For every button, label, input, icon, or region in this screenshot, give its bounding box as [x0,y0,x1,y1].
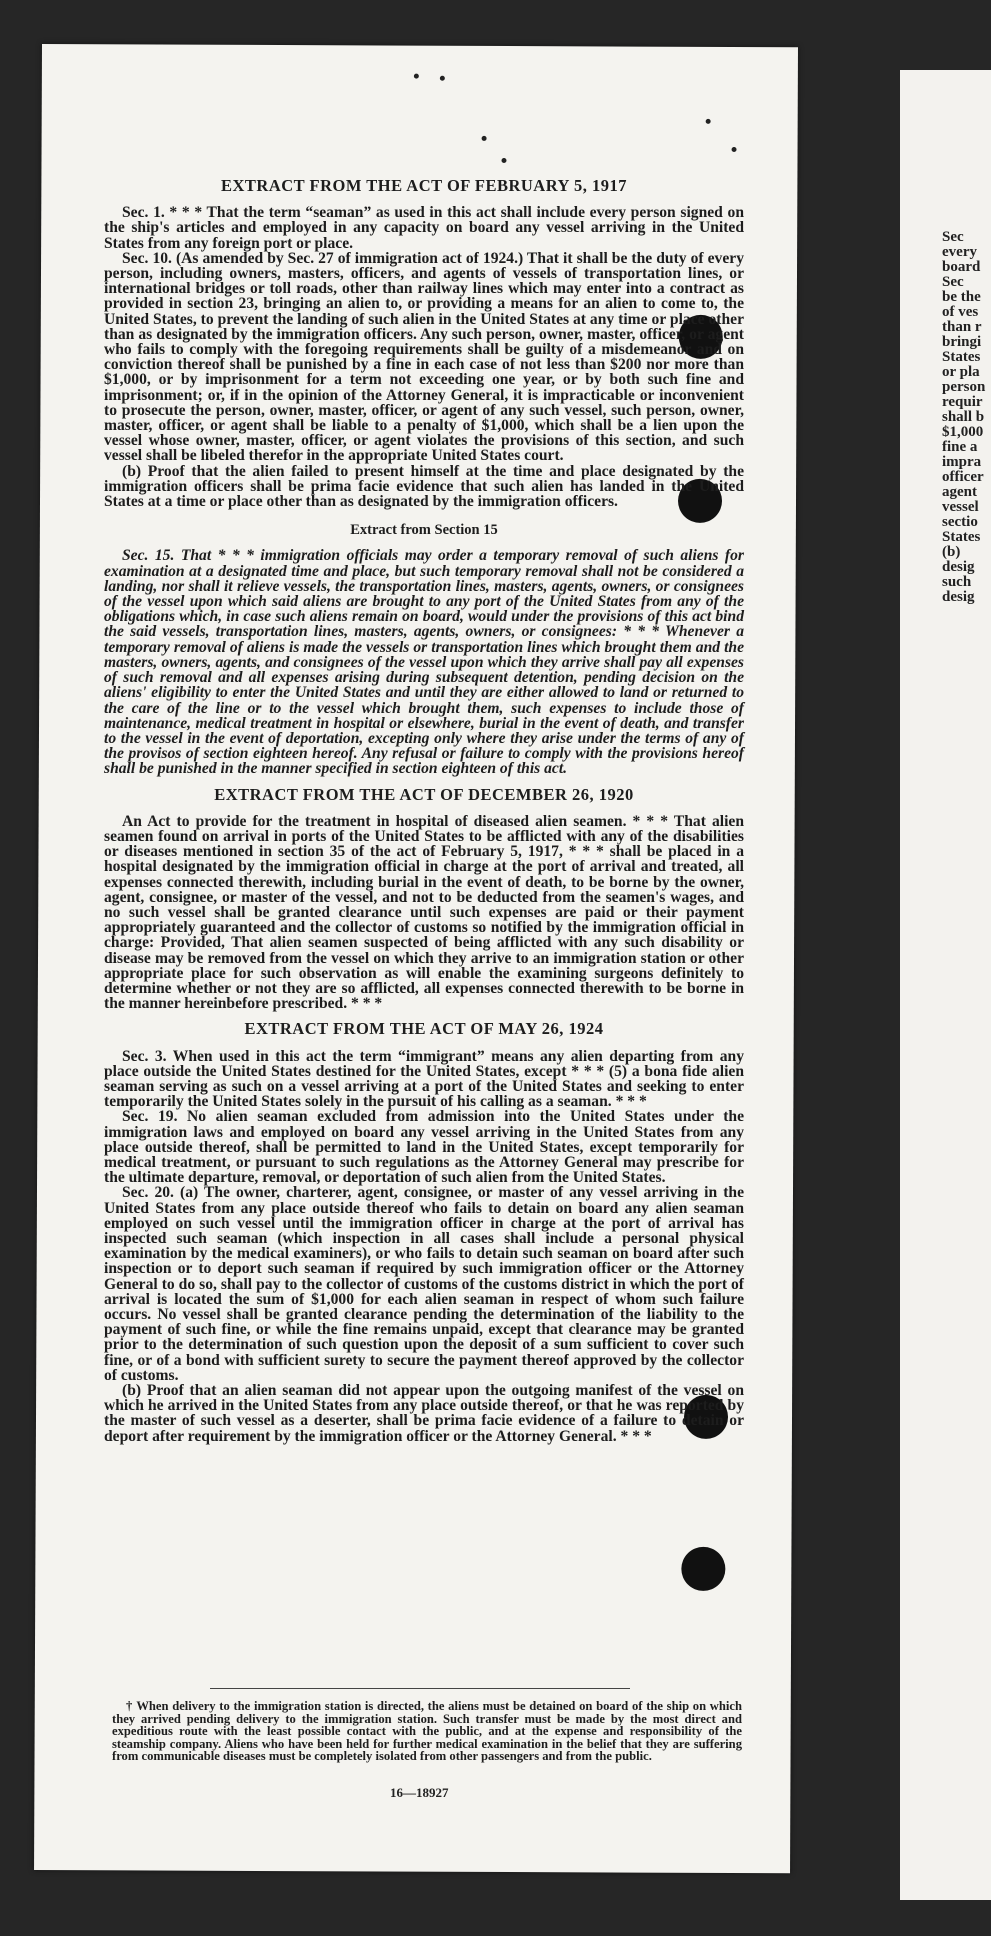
adjacent-fragment: of ves [942,304,979,320]
adjacent-fragment: every [942,244,977,260]
paragraph: Sec. 3. When used in this act the term “immigrant” means any alien departing from any place outside the United States destined for the United States, except * * * (5) a bona fide alien seaman serving as such on a vessel arriving at a port of the United States and seeking to enter temporarily the United States solely in the pursuit of his calling as a seaman. * * * [104,1047,744,1111]
subsection-heading: Extract from Section 15 [350,522,498,539]
adjacent-fragment: agent [942,484,977,500]
adjacent-fragment: States [942,529,981,545]
paragraph: Sec. 20. (a) The owner, charterer, agent, consignee, or master of any vessel arriving in the United States from any place outside thereof who fails to detain on board any alien seaman employed on such vessel until the immigration officer in charge at the port of arrival has inspected such seaman (which inspection in all cases shall include a personal physical examination by the medical examiners), or who fails to detain such seaman on board after such inspection or to deport such seaman if required by such immigration officer or the Attorney General to do so, shall pay to the collector of customs of the customs district in which the port of arrival is located the sum of $1,000 for each alien seaman in respect of whom such failure occurs. No vessel shall be granted clearance pending the determination of the liability to the payment of such fine, or while the fine remains unpaid, except that clearance may be granted prior to the determination of such question upon the deposit of a sum sufficient to cover such fine, or of a bond with sufficient surety to secure the payment thereof approved by the collector of customs. [104,1184,744,1384]
speck [482,136,487,141]
adjacent-fragment: such [942,574,972,590]
adjacent-fragment: States [942,349,981,365]
page-number: 16—18927 [390,1785,449,1800]
adjacent-fragment: $1,000 [942,424,984,440]
adjacent-fragment: desig [942,559,975,575]
adjacent-fragment: requir [942,394,983,410]
speck [501,158,506,163]
speck [706,119,711,124]
paragraph: (b) Proof that the alien failed to present himself at the time and place designated by the immigration officers shall be prima facie evidence that such alien has landed in the United States at a time or place other than as designated by the immigration officers. [104,462,744,511]
section-heading: EXTRACT FROM THE ACT OF MAY 26, 1924 [244,1019,604,1039]
speck [732,147,737,152]
paragraph: An Act to provide for the treatment in hospital of diseased alien seamen. * * * That alien seamen found on arrival in ports of the United States to be afflicted with any of the disabilities or diseases mentioned in section 35 of the act of February 5, 1917, * * * shall be placed in a hospital designated by the immigration official in charge at the port of arrival and treated, all expenses connected therewith, including burial in the event of death, to be borne by the owner, agent, consignee, or master of the vessel, and not to be deducted from the seamen's wages, and no such vessel shall be granted clearance until such expenses are paid or their payment appropriately guaranteed and the collector of customs so notified by the immigration official in charge: Provided, That alien seamen suspected of being afflicted with any such disability or disease may be removed from the vessel on which they arrive to an immigration station or other appropriate place for such observation as will enable the examining surgeons definitely to determine whether or not they are so afflicted, all expenses connected therewith to be borne in the manner hereinbefore prescribed. * * * [104,812,744,1013]
adjacent-fragment: fine a [942,439,978,455]
paragraph: Sec. 10. (As amended by Sec. 27 of immigration act of 1924.) That it shall be the duty of every person, including owners, masters, officers, and agents of vessels of transportation lines, or international bridges or toll roads, other than railway lines which may enter into a contract as provided in section 23, bringing an alien to, or providing a means for an alien to come to, the United States, to prevent the landing of such alien in the United States at any time or place other than as designated by the immigration officers. Any such person, owner, master, officer, or agent who fails to comply with the foregoing requirements shall be guilty of a misdemeanor and on conviction thereof shall be punished by a fine in each case of not less than $200 nor more than $1,000, or by imprisonment for a term not exceeding one year, or by both such fine and imprisonment; or, if in the opinion of the Attorney General, it is impracticable or inconvenient to prosecute the person, owner, master, officer, or agent of any such vessel, such person, owner, master, officer, or agent shall be liable to a penalty of $1,000, which shall be a lien upon the vessel whose owner, master, officer, or agent violates the provisions of this section, and such vessel shall be libeled therefor in the appropriate United States court. [104,249,744,465]
adjacent-fragment: be the [942,289,981,305]
adjacent-fragment: board [942,259,981,275]
footnote-rule [210,1688,630,1689]
document-body [104,178,744,1444]
adjacent-fragment: Sec [942,229,964,245]
speck [440,76,445,81]
paragraph: Sec. 19. No alien seaman excluded from admission into the United States under the immigration laws and employed on board any vessel arriving in the United States from any place outside thereof, shall be permitted to land in the United States, except temporarily for medical treatment, or pursuant to such regulations as the Attorney General may prescribe for the ultimate departure, removal, or deportation of such alien from the United States. [104,1108,744,1187]
adjacent-fragment: or pla [942,364,980,380]
speck [414,74,419,79]
footnote: † When delivery to the immigration station is directed, the aliens must be detained on board of the ship on which they arrived pending delivery to the immigration station. Such transfer must be made by the most direct and expeditious route with the least possible contact with the public, and at the expense and responsibility of the steamship company. Aliens who have been held for further medical examination in the belief that they are suffering from communicable diseases must be completely isolated from other passengers and from the public. [112,1699,742,1764]
adjacent-fragment: person [942,379,986,395]
adjacent-fragment: vessel [942,499,979,515]
section-heading: EXTRACT FROM THE ACT OF FEBRUARY 5, 1917 [221,176,627,195]
adjacent-fragment: than r [942,319,982,335]
adjacent-fragment: bringi [942,334,982,350]
adjacent-fragment: officer [942,469,984,485]
paragraph: Sec. 15. That * * * immigration officials may order a temporary removal of such aliens for examination at a designated time and place, but such temporary removal shall not be considered a landing, nor shall it relieve vessels, the transportation lines, masters, agents, owners, or consignees of the vessel upon which said aliens are brought to any port of the United States from any of the obligations which, in case such aliens remain on board, would under the provisions of this act bind the said vessels, transportation lines, masters, agents, owners, or consignees: * * * Whenever a temporary removal of aliens is made the vessels or transportation lines which brought them and the masters, owners, agents, and consignees of the vessel upon which they arrive shall pay all expenses of such removal and all expenses arising during subsequent detention, pending decision on the aliens' eligibility to enter the United States and until they are either allowed to land or returned to the care of the line or to the vessel which brought them, such expenses to include those of maintenance, medical treatment in hospital or elsewhere, burial in the event of death, and transfer to the vessel in the event of deportation, excepting only where they arise under the terms of any of the provisos of section eighteen hereof. Any refusal or failure to comply with the provisions hereof shall be punished in the manner specified in section eighteen of this act. [104,547,744,778]
adjacent-fragment: impra [942,454,982,470]
punch-hole [681,1547,725,1591]
adjacent-fragment: desig [942,589,975,605]
section-heading: EXTRACT FROM THE ACT OF DECEMBER 26, 1920 [214,784,634,804]
adjacent-fragment: shall b [942,409,985,425]
adjacent-fragment: Sec [942,274,964,290]
adjacent-fragment: sectio [942,514,978,530]
adjacent-page [900,70,991,1900]
paragraph: (b) Proof that an alien seaman did not appear upon the outgoing manifest of the vessel on which he arrived in the United States from any place outside thereof, or that he was reported by the master of such vessel as a deserter, shall be prima facie evidence of a failure to detain or deport after requirement by the immigration officer or the Attorney General. * * * [104,1382,744,1445]
paragraph: Sec. 1. * * * That the term “seaman” as used in this act shall include every person signed on the ship's articles and employed in any capacity on board any vessel arriving in the United States from any foreign port or place. [104,204,744,252]
adjacent-fragment: (b) [942,544,961,560]
